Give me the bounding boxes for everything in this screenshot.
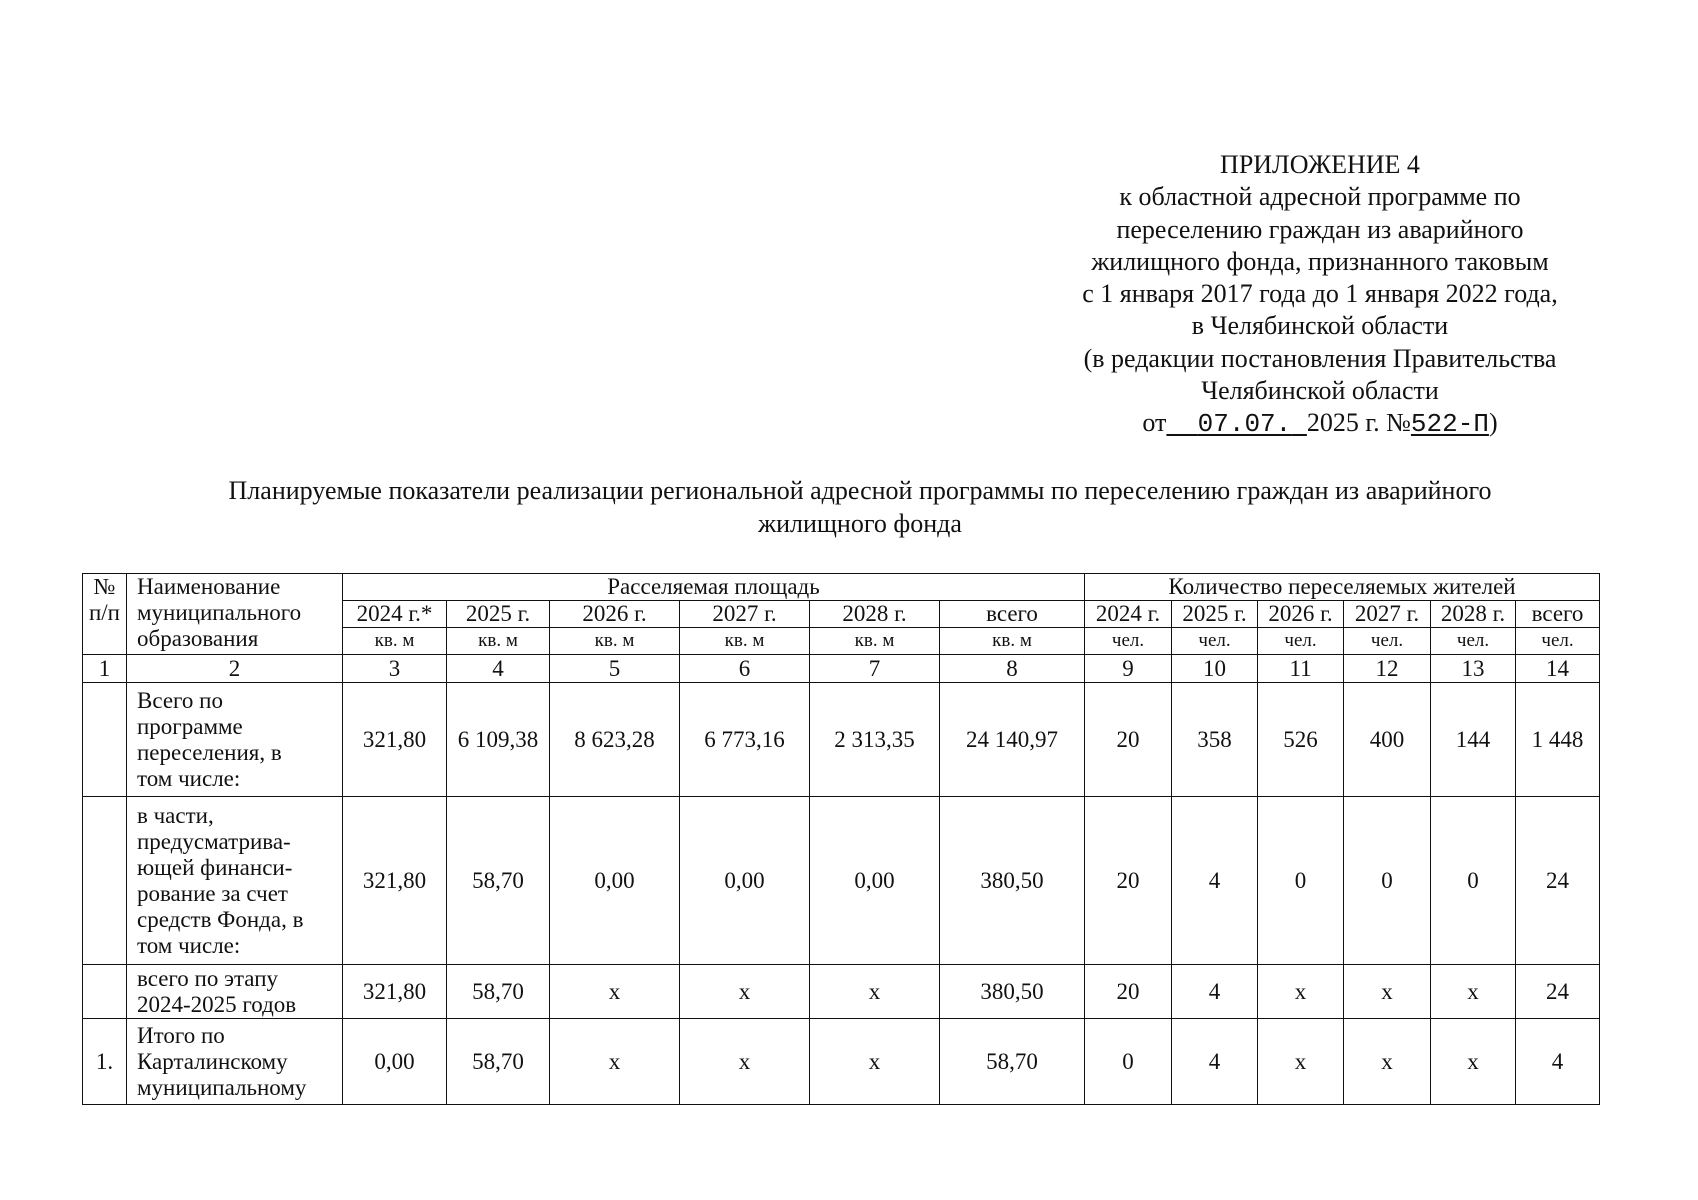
appendix-date-line (1000, 407, 1640, 440)
header-unit-area: кв. м (447, 628, 550, 655)
residents-value-cell: 0 (1085, 1019, 1172, 1105)
header-unit-area: кв. м (940, 628, 1085, 655)
header-area-year: 2028 г. (810, 601, 940, 628)
appendix-line: Челябинской области (1201, 376, 1439, 406)
residents-value-cell: 144 (1431, 683, 1516, 797)
appendix-title: ПРИЛОЖЕНИЕ 4 (1220, 150, 1420, 179)
appendix-line: с 1 января 2017 года до 1 января 2022 года, (1082, 279, 1558, 309)
header-residents-year: 2026 г. (1258, 601, 1344, 628)
column-number: 12 (1344, 655, 1431, 683)
residents-value-cell: 20 (1085, 965, 1172, 1019)
area-value-cell: 58,70 (940, 1019, 1085, 1105)
header-unit-area: кв. м (810, 628, 940, 655)
appendix-line: переселению граждан из аварийного (1116, 214, 1524, 244)
column-number: 1 (83, 655, 127, 683)
column-number: 6 (680, 655, 810, 683)
row-number (83, 965, 127, 1019)
column-number: 14 (1516, 655, 1600, 683)
header-unit-area: кв. м (550, 628, 680, 655)
row-municipality-name: всего по этапу 2024-2025 годов (127, 965, 343, 1019)
row-number (83, 683, 127, 797)
row-number (83, 797, 127, 965)
residents-value-cell: 0 (1258, 797, 1344, 965)
column-number: 8 (940, 655, 1085, 683)
area-value-cell: 58,70 (447, 965, 550, 1019)
appendix-line: (в редакции постановления Правительства (1083, 343, 1557, 373)
column-number: 11 (1258, 655, 1344, 683)
header-unit-residents: чел. (1516, 628, 1600, 655)
header-area-year: 2024 г.* (343, 601, 447, 628)
table-body (83, 683, 1600, 1105)
area-value-cell: 6 773,16 (680, 683, 810, 797)
area-value-cell: x (810, 1019, 940, 1105)
row-municipality-name: Всего по программе переселения, в том числе: (127, 683, 343, 797)
table-row (83, 1019, 1600, 1105)
resettlement-table (82, 573, 1600, 1105)
column-number: 13 (1431, 655, 1516, 683)
header-row-groups (83, 574, 1600, 601)
header-unit-residents: чел. (1085, 628, 1172, 655)
header-num: № п/п (83, 574, 127, 655)
date-prefix: от (1142, 408, 1167, 438)
area-value-cell: 0,00 (343, 1019, 447, 1105)
column-number: 5 (550, 655, 680, 683)
area-value-cell: 2 313,35 (810, 683, 940, 797)
header-area-group: Расселяемая площадь (343, 574, 1085, 601)
area-value-cell: 0,00 (550, 797, 680, 965)
residents-value-cell: 1 448 (1516, 683, 1600, 797)
header-unit-residents: чел. (1344, 628, 1431, 655)
date-suffix: 2025 г. № (1306, 408, 1411, 438)
document-title-line: жилищного фонда (758, 509, 962, 538)
column-number: 10 (1172, 655, 1258, 683)
document-title-line: Планируемые показатели реализации региональной адресной программы по переселению граждан из аварийного (228, 476, 1492, 505)
residents-value-cell: x (1431, 1019, 1516, 1105)
row-municipality-name: Итого по Карталинскому муниципальному (127, 1019, 343, 1105)
residents-value-cell: 24 (1516, 797, 1600, 965)
header-unit-residents: чел. (1431, 628, 1516, 655)
area-value-cell: 6 109,38 (447, 683, 550, 797)
area-value-cell: 0,00 (680, 797, 810, 965)
area-value-cell: 321,80 (343, 683, 447, 797)
header-unit-residents: чел. (1172, 628, 1258, 655)
area-value-cell: 24 140,97 (940, 683, 1085, 797)
area-value-cell: 58,70 (447, 797, 550, 965)
header-area-year: 2026 г. (550, 601, 680, 628)
header-residents-year: всего (1516, 601, 1600, 628)
header-residents-year: 2024 г. (1085, 601, 1172, 628)
column-number: 3 (343, 655, 447, 683)
residents-value-cell: x (1344, 1019, 1431, 1105)
appendix-line: к областной адресной программе по (1119, 182, 1521, 212)
residents-value-cell: 4 (1172, 797, 1258, 965)
row-number: 1. (83, 1019, 127, 1105)
area-value-cell: x (550, 1019, 680, 1105)
area-value-cell: 380,50 (940, 797, 1085, 965)
area-value-cell: 58,70 (447, 1019, 550, 1105)
area-value-cell: 321,80 (343, 797, 447, 965)
column-number: 4 (447, 655, 550, 683)
area-value-cell: x (680, 965, 810, 1019)
header-area-year: 2025 г. (447, 601, 550, 628)
residents-value-cell: 0 (1431, 797, 1516, 965)
residents-value-cell: 20 (1085, 683, 1172, 797)
table-row (83, 965, 1600, 1019)
column-number: 2 (127, 655, 343, 683)
residents-value-cell: 0 (1344, 797, 1431, 965)
document-title (120, 474, 1600, 540)
header-residents-group: Количество переселяемых жителей (1085, 574, 1600, 601)
header-unit-area: кв. м (343, 628, 447, 655)
column-number: 9 (1085, 655, 1172, 683)
residents-value-cell: 400 (1344, 683, 1431, 797)
residents-value-cell: 4 (1172, 1019, 1258, 1105)
area-value-cell: x (810, 965, 940, 1019)
residents-value-cell: 358 (1172, 683, 1258, 797)
column-number-row (83, 655, 1600, 683)
residents-value-cell: x (1344, 965, 1431, 1019)
header-unit-area: кв. м (680, 628, 810, 655)
header-area-year: всего (940, 601, 1085, 628)
area-value-cell: 8 623,28 (550, 683, 680, 797)
row-municipality-name: в части, предусматрива- ющей финанси- рование за счет средств Фонда, в том числе: (127, 797, 343, 965)
date-closing: ) (1488, 408, 1498, 438)
residents-value-cell: 24 (1516, 965, 1600, 1019)
area-value-cell: 380,50 (940, 965, 1085, 1019)
area-value-cell: x (680, 1019, 810, 1105)
residents-value-cell: x (1431, 965, 1516, 1019)
header-residents-year: 2025 г. (1172, 601, 1258, 628)
header-residents-year: 2028 г. (1431, 601, 1516, 628)
area-value-cell: 321,80 (343, 965, 447, 1019)
column-number: 7 (810, 655, 940, 683)
appendix-block (1000, 149, 1640, 441)
appendix-line: жилищного фонда, признанного таковым (1091, 246, 1549, 276)
header-municipality: Наименование муниципального образования (127, 574, 343, 655)
decree-number: 522-П (1410, 409, 1489, 440)
table-row (83, 797, 1600, 965)
residents-value-cell: 4 (1516, 1019, 1600, 1105)
residents-value-cell: 20 (1085, 797, 1172, 965)
header-area-year: 2027 г. (680, 601, 810, 628)
header-unit-residents: чел. (1258, 628, 1344, 655)
residents-value-cell: 4 (1172, 965, 1258, 1019)
header-residents-year: 2027 г. (1344, 601, 1431, 628)
appendix-line: в Челябинской области (1191, 311, 1449, 341)
date-value: 07.07. (1197, 409, 1292, 440)
area-value-cell: x (550, 965, 680, 1019)
area-value-cell: 0,00 (810, 797, 940, 965)
residents-value-cell: x (1258, 965, 1344, 1019)
residents-value-cell: x (1258, 1019, 1344, 1105)
residents-value-cell: 526 (1258, 683, 1344, 797)
table-row (83, 683, 1600, 797)
